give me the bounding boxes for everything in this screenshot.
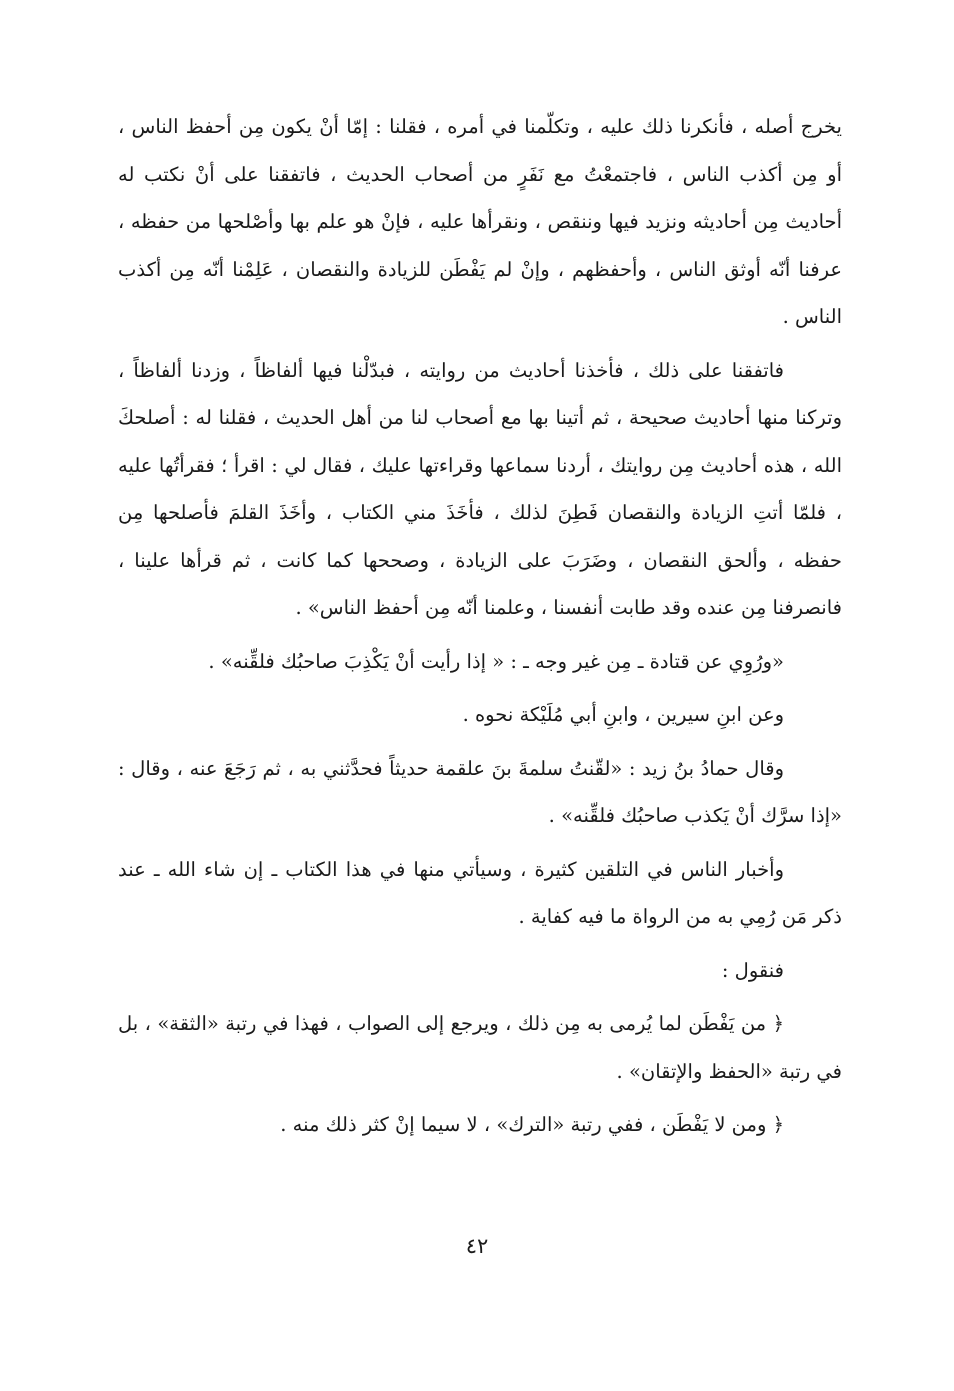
paragraph-7: فنقول :: [721, 958, 784, 982]
paragraph-1: يخرج أصله ، فأنكرنا ذلك عليه ، وتكلّمنا في أمره ، فقلنا : إمّا أنْ يكون مِن أحفظ الناس ، أو مِن أكذب الناس ، فاجتمعْتُ مع نَفَرٍ من أصحاب الحديث ، فاتفقنا على أنْ نكتب له أحاديث مِن أحاديثه ونزيد فيها وننقص ، ونقرأها عليه ، فإنْ هو علم بها وأصْلحها من حفظه ، عرفنا أنّه أوثق الناس ، وأحفظهم ، وإنْ لم يَفْطَن للزيادة والنقصان ، عَلِمْنا أنّه مِن أكذب الناس .: [118, 115, 842, 328]
paragraph-9: ﴿ ومن لا يَفْطَن ، ففي رتبة «الترك» ، لا سيما إنْ كثر ذلك منه .: [280, 1113, 784, 1136]
paragraph-4: وعن ابنِ سيرين ، وابنِ أبي مُلَيْكة نحوه .: [462, 703, 784, 726]
paragraph-6: وأخبار الناس في التلقين كثيرة ، وسيأتي منها في هذا الكتاب ـ إن شاء الله ـ عند ذكر مَن رُمِي به من الرواة ما فيه كفاية .: [118, 857, 842, 928]
paragraph-2: فاتفقنا على ذلك ، فأخذنا أحاديث من روايته ، فبدّلْنا فيها ألفاظاً ، وزدنا ألفاظاً ، وتركنا منها أحاديث صحيحة ، ثم أتينا بها مع أصحاب لنا من أهل الحديث ، فقلنا له : أصلحكَ الله ، هذه أحاديث مِن روايتك ، أردنا سماعها وقراءتها عليك ، فقال لي : اقرأ ؛ فقرأتُها عليه ، فلمّا أتتِ الزيادة والنقصان فَطِنَ لذلك ، فأخَذَ مني الكتاب ، وأخَذَ القلمَ فأصلحها مِن حفظه ، وألحق النقصان ، وضَرَبَ على الزيادة ، وصححها كما كانت ، ثم قرأها علينا ، فانصرفنا مِن عنده وقد طابت أنفسنا ، وعلمنا أنّه مِن أحفظ الناس» .: [118, 358, 842, 619]
document-body: [118, 103, 842, 1155]
paragraph-3: «ورُوِي عن قتادة ـ مِن غير وجه ـ : « إذا رأيت أنْ يَكْذِبَ صاحبُك فلقِّنه» .: [208, 649, 784, 673]
page-number: ٤٢: [465, 1234, 489, 1258]
paragraph-5: وقال حمادُ بنُ زيد : «لقّنتُ سلمةَ بنَ علقمة حديثاً فحدَّثني به ، ثم رَجَعَ عنه ، وقال : «إذا سرَّك أنْ يَكذب صاحبُك فلقِّنه» .: [118, 756, 842, 827]
paragraph-8: ﴿ من يَفْطَن لما يُرمى به مِن ذلك ، ويرجع إلى الصواب ، فهذا في رتبة «الثقة» ، بل في رتبة «الحفظ والإتقان» .: [118, 1012, 842, 1083]
